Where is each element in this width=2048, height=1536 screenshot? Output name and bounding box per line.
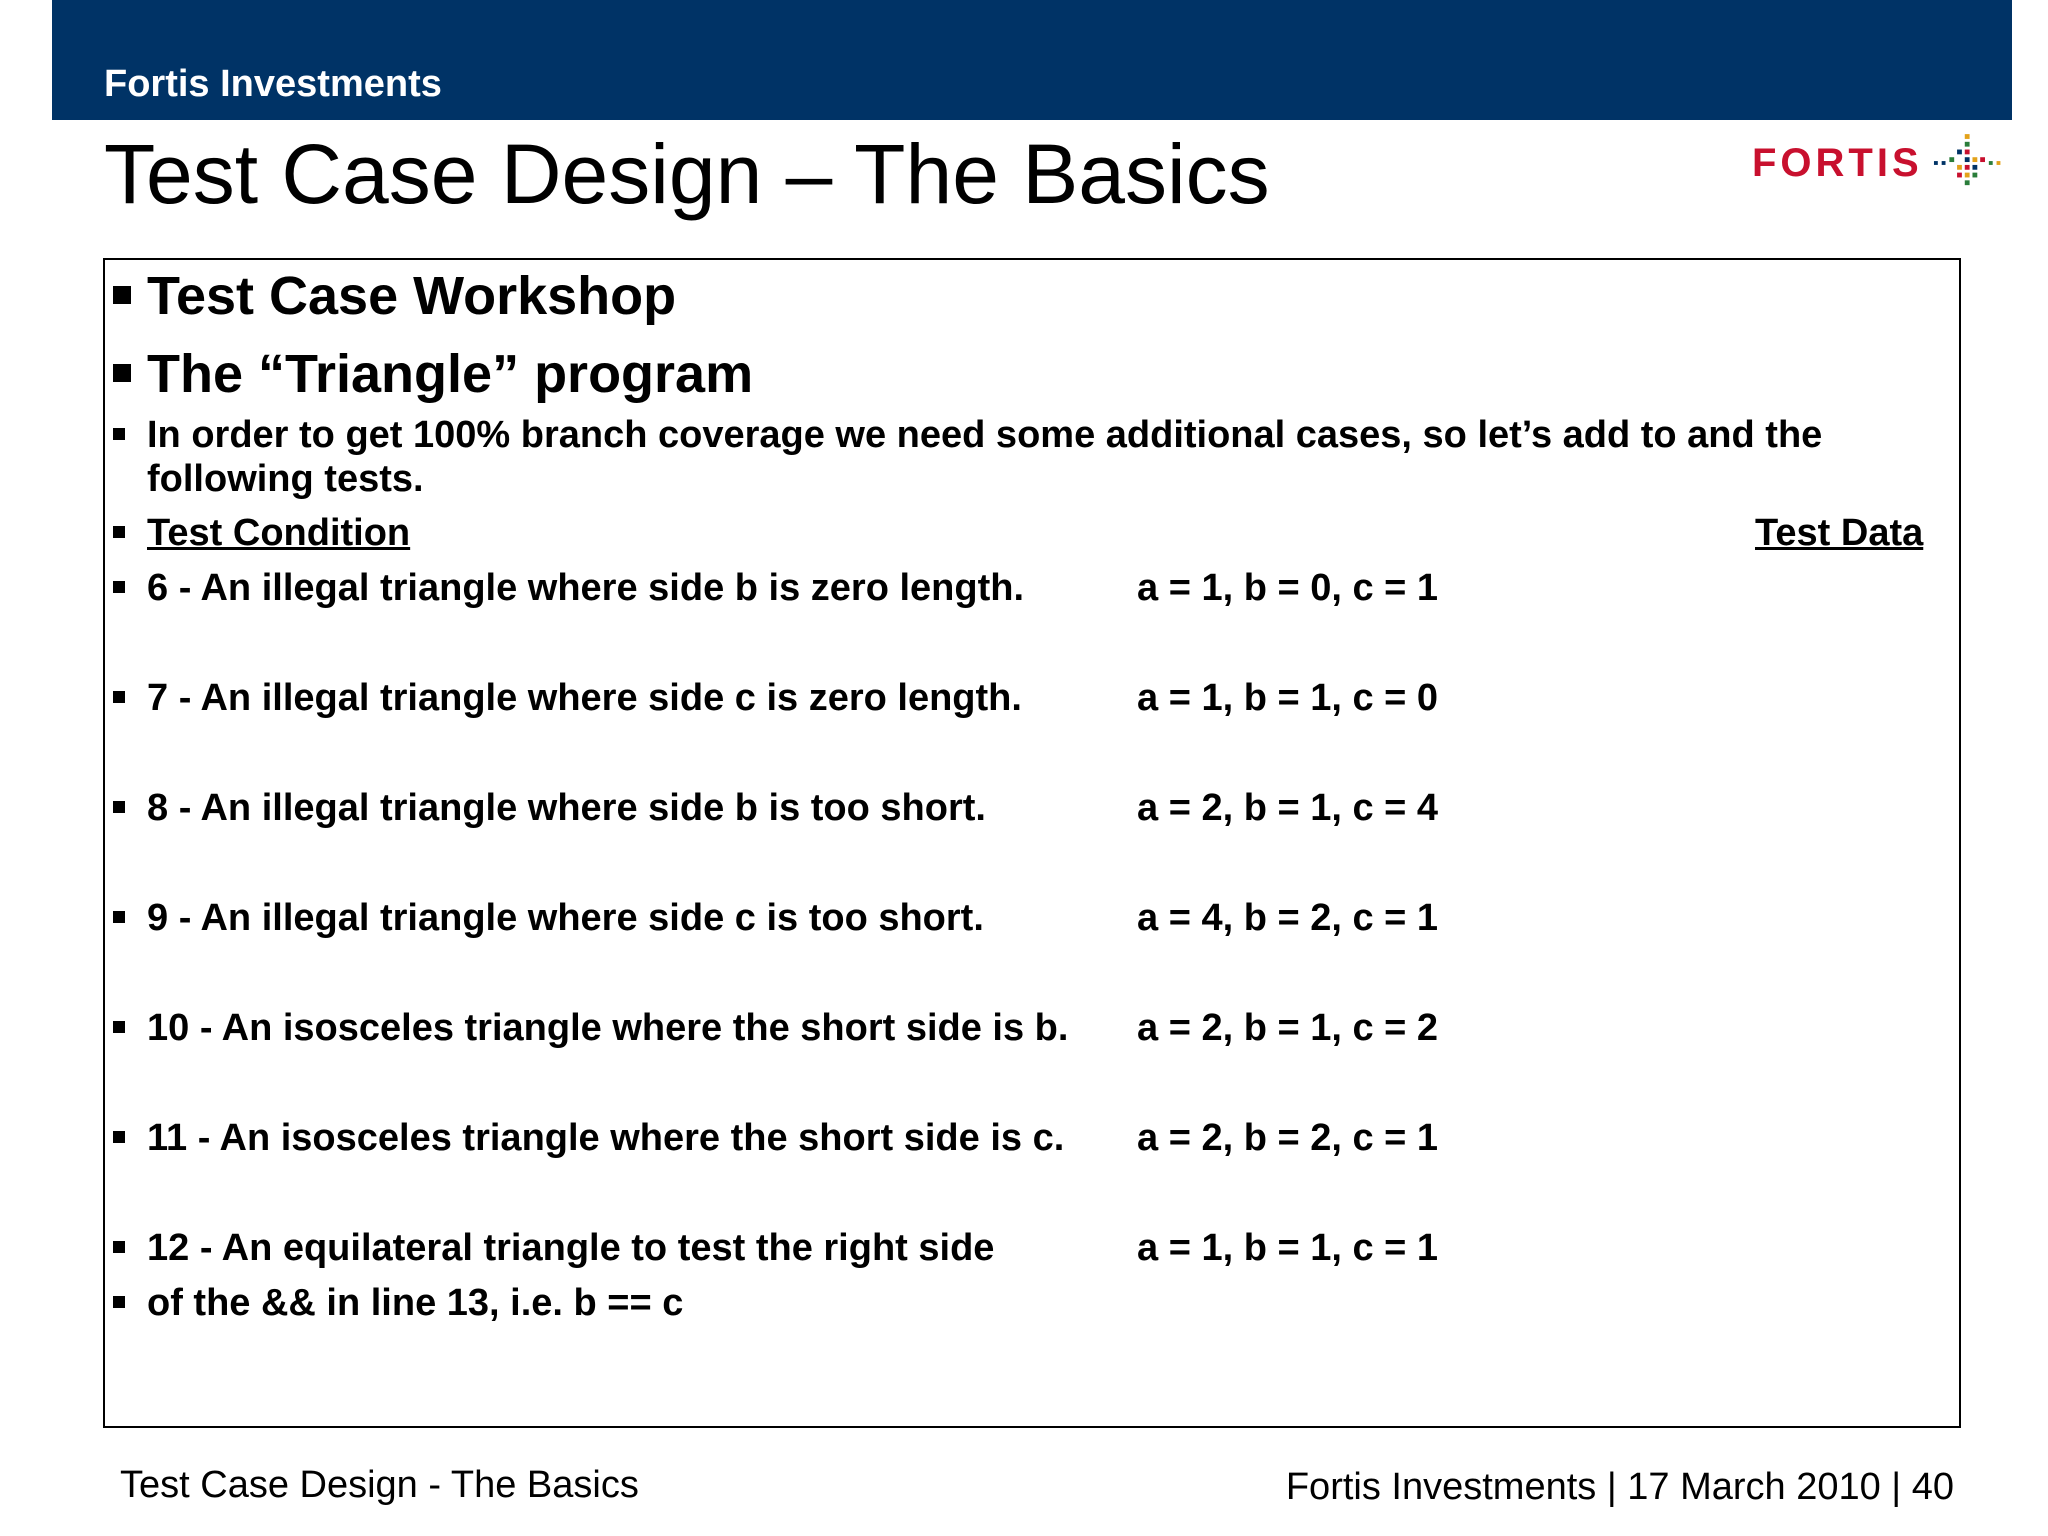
bullet-square-icon bbox=[113, 526, 125, 538]
bullet-square-icon bbox=[113, 1021, 125, 1033]
bullet-square-icon bbox=[113, 428, 125, 440]
slide-title: Test Case Design – The Basics bbox=[104, 127, 1270, 221]
col-header-data: Test Data bbox=[1755, 512, 1924, 554]
heading-workshop: Test Case Workshop bbox=[147, 266, 677, 326]
company-name: Fortis Investments bbox=[104, 63, 442, 105]
test-condition: 9 - An illegal triangle where side c is too short. bbox=[147, 897, 984, 939]
bullet-square-icon bbox=[113, 364, 131, 382]
bullet-square-icon bbox=[113, 1296, 125, 1308]
logo-mark-icon bbox=[1933, 131, 2002, 195]
intro-line-1: In order to get 100% branch coverage we need some additional cases, so let’s add to and the bbox=[147, 414, 1823, 456]
bullet-square-icon bbox=[113, 911, 125, 923]
fortis-logo bbox=[1752, 128, 2002, 198]
bullet-square-icon bbox=[113, 1131, 125, 1143]
test-data: a = 1, b = 0, c = 1 bbox=[1137, 567, 1439, 609]
test-data: a = 2, b = 1, c = 4 bbox=[1137, 787, 1439, 829]
test-condition: 11 - An isosceles triangle where the short side is c. bbox=[147, 1117, 1065, 1159]
bullet-square-icon bbox=[113, 286, 131, 304]
footer-title: Test Case Design - The Basics bbox=[120, 1464, 639, 1506]
test-condition: 12 - An equilateral triangle to test the right side bbox=[147, 1227, 995, 1269]
bullet-square-icon bbox=[113, 1241, 125, 1253]
test-data: a = 2, b = 2, c = 1 bbox=[1137, 1117, 1439, 1159]
bullet-square-icon bbox=[113, 691, 125, 703]
bullet-square-icon bbox=[113, 581, 125, 593]
content-box bbox=[103, 258, 1961, 1428]
footer-info: Fortis Investments | 17 March 2010 | 40 bbox=[1285, 1466, 1954, 1508]
test-data: a = 4, b = 2, c = 1 bbox=[1137, 897, 1439, 939]
test-condition-continuation: of the && in line 13, i.e. b == c bbox=[147, 1282, 684, 1324]
test-data: a = 2, b = 1, c = 2 bbox=[1137, 1007, 1439, 1049]
test-data: a = 1, b = 1, c = 1 bbox=[1137, 1227, 1439, 1269]
test-data: a = 1, b = 1, c = 0 bbox=[1137, 677, 1439, 719]
heading-triangle: The “Triangle” program bbox=[147, 344, 754, 404]
logo-text: FORTIS bbox=[1752, 141, 1923, 185]
test-condition: 10 - An isosceles triangle where the short side is b. bbox=[147, 1007, 1069, 1049]
test-condition: 7 - An illegal triangle where side c is zero length. bbox=[147, 677, 1022, 719]
col-header-condition: Test Condition bbox=[147, 512, 411, 554]
test-condition: 8 - An illegal triangle where side b is too short. bbox=[147, 787, 986, 829]
bullet-square-icon bbox=[113, 801, 125, 813]
test-condition: 6 - An illegal triangle where side b is zero length. bbox=[147, 567, 1025, 609]
intro-line-2: following tests. bbox=[147, 458, 424, 500]
